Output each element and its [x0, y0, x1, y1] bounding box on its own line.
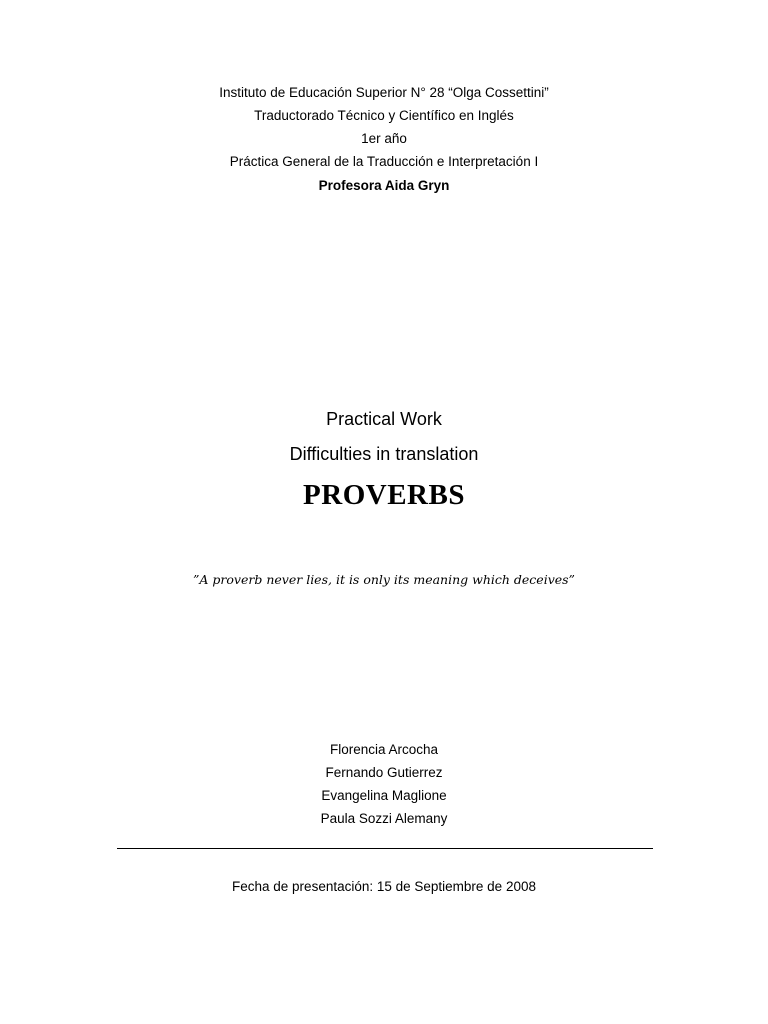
author-name: Fernando Gutierrez [325, 765, 443, 780]
program-name: Traductorado Técnico y Científico en Inglés [254, 108, 514, 123]
institute-name: Instituto de Educación Superior N° 28 “Olga Cossettini” [219, 85, 549, 100]
author-name: Florencia Arcocha [329, 742, 439, 757]
year-label: 1er año [361, 131, 407, 146]
submission-date: Fecha de presentación: 15 de Septiembre de 2008 [232, 879, 536, 894]
epigraph-quote: ”A proverb never lies, it is only its meaning which deceives” [193, 572, 575, 587]
main-title: PROVERBS [303, 479, 465, 511]
professor-name: Profesora Aida Gryn [318, 178, 450, 193]
title-line-2: Difficulties in translation [289, 444, 479, 464]
course-name: Práctica General de la Traducción e Interpretación I [229, 154, 539, 169]
title-line-1: Practical Work [326, 409, 442, 429]
author-name: Evangelina Maglione [321, 788, 447, 803]
author-name: Paula Sozzi Alemany [320, 811, 448, 826]
divider-line [117, 848, 653, 849]
